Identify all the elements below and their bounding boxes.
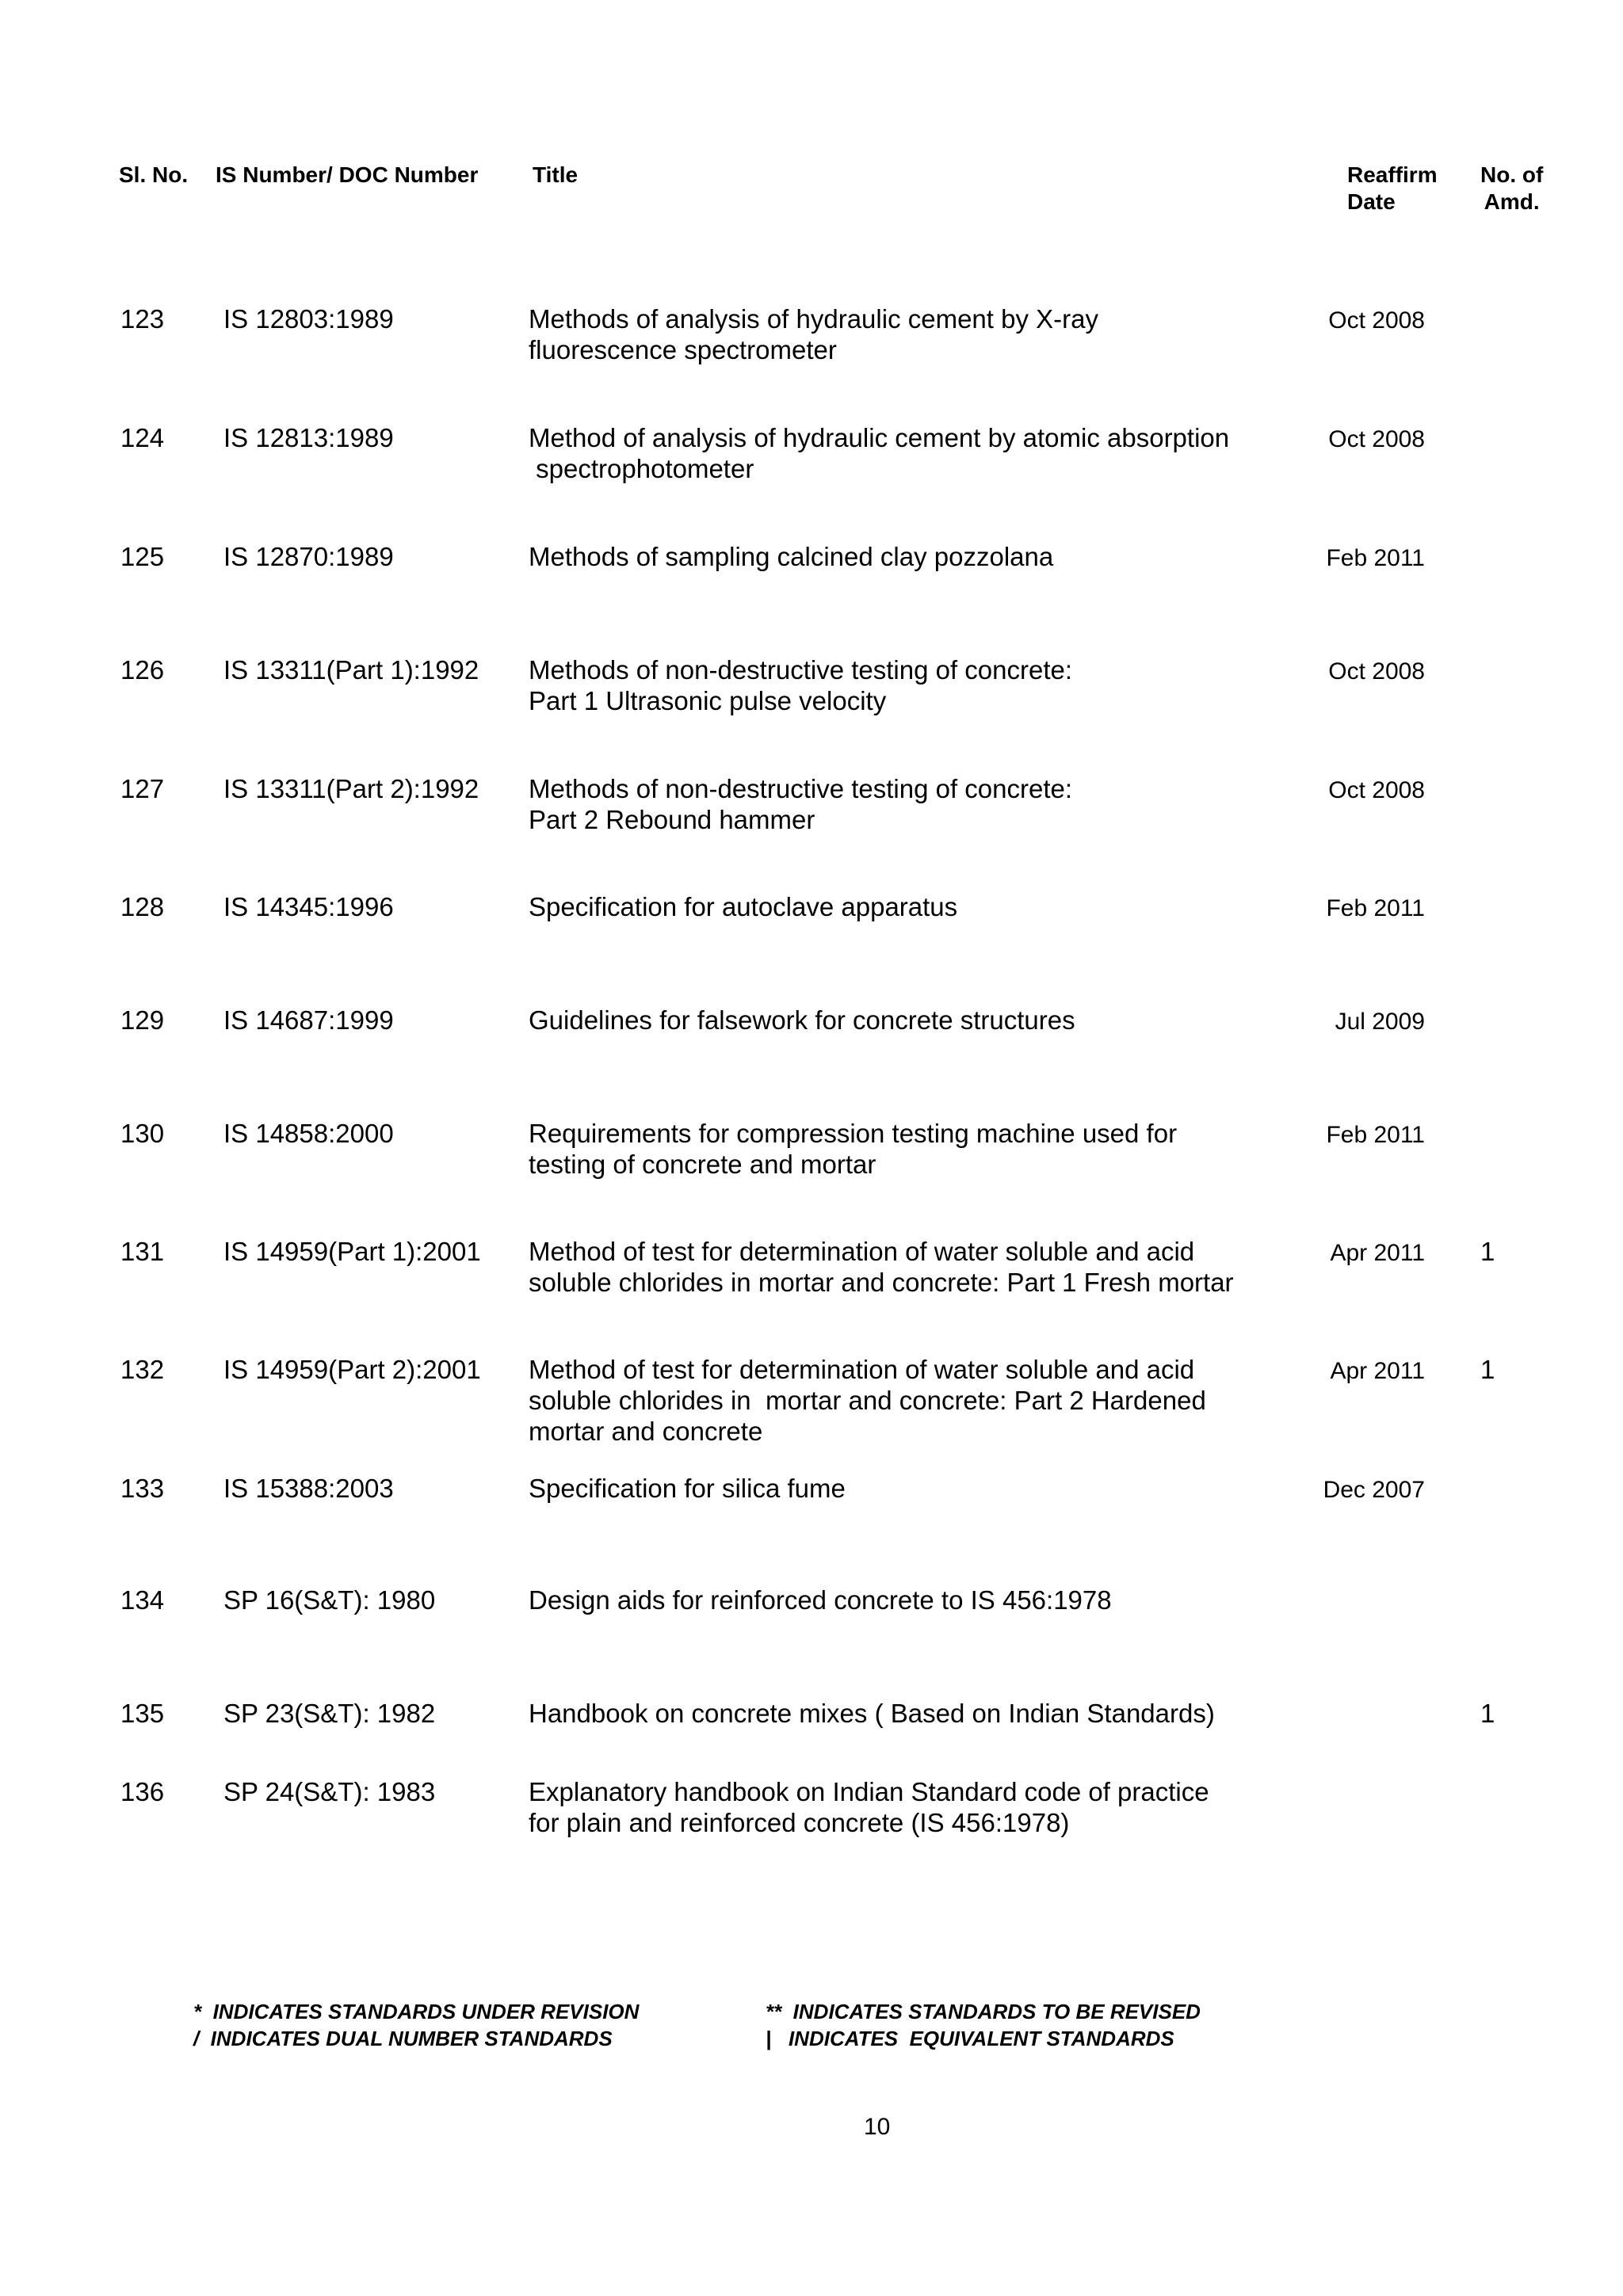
row-title-line: Part 1 Ultrasonic pulse velocity [529, 686, 887, 715]
row-title-line: Method of test for determination of water soluble and acid [529, 1237, 1195, 1266]
row-title-line: Methods of non-destructive testing of concrete: [529, 655, 1073, 685]
row-title [529, 1776, 1274, 1838]
row-reaffirm-date: Jul 2009 [1335, 1009, 1425, 1035]
row-title-line: Specification for autoclave apparatus [529, 892, 958, 921]
row-reaffirm-date: Apr 2011 [1330, 1358, 1425, 1384]
row-title [529, 1585, 1274, 1615]
row-is-number: SP 24(S&T): 1983 [223, 1777, 436, 1806]
header-reaffirm-date [1347, 162, 1438, 215]
row-title-line: Explanatory handbook on Indian Standard code of practice [529, 1777, 1209, 1806]
row-reaffirm-date: Oct 2008 [1328, 658, 1425, 685]
row-title-line: Requirements for compression testing machine used for [529, 1119, 1178, 1148]
row-is-number: IS 14858:2000 [223, 1119, 394, 1148]
row-is-number: IS 13311(Part 2):1992 [223, 774, 479, 803]
row-title-line: Handbook on concrete mixes ( Based on Indian Standards) [529, 1699, 1215, 1728]
header-title: Title [533, 162, 579, 187]
row-title-line: Design aids for reinforced concrete to IS 456:1978 [529, 1585, 1112, 1615]
row-title-line: Method of test for determination of water soluble and acid [529, 1355, 1195, 1384]
legend-to-be-revised: ** INDICATES STANDARDS TO BE REVISED [766, 2000, 1201, 2023]
row-sl-no: 126 [120, 655, 165, 685]
header-is-number: IS Number/ DOC Number [216, 162, 479, 187]
row-is-number: IS 14687:1999 [223, 1005, 394, 1035]
row-sl-no: 133 [120, 1474, 165, 1503]
row-title [529, 1473, 1274, 1504]
row-is-number: SP 16(S&T): 1980 [223, 1585, 436, 1615]
row-title-line: spectrophotometer [529, 454, 754, 483]
row-title-line: fluorescence spectrometer [529, 335, 837, 364]
row-sl-no: 129 [120, 1005, 165, 1035]
row-sl-no: 123 [120, 304, 165, 334]
row-sl-no: 124 [120, 423, 165, 452]
row-is-number: IS 13311(Part 1):1992 [223, 655, 479, 685]
row-sl-no: 135 [120, 1699, 165, 1728]
row-title [529, 422, 1274, 484]
row-reaffirm-date: Feb 2011 [1326, 545, 1425, 571]
row-title [529, 541, 1274, 572]
row-sl-no: 130 [120, 1119, 165, 1148]
header-amd-line2: Amd. [1484, 189, 1540, 214]
row-title [529, 1236, 1274, 1298]
header-sl-no: Sl. No. [119, 162, 189, 187]
row-title-line: Specification for silica fume [529, 1474, 846, 1503]
row-title-line: soluble chlorides in mortar and concrete: Part 2 Hardened [529, 1386, 1206, 1415]
row-title-line: Methods of analysis of hydraulic cement by X-ray [529, 304, 1098, 334]
row-sl-no: 128 [120, 892, 165, 921]
row-is-number: SP 23(S&T): 1982 [223, 1699, 436, 1728]
row-reaffirm-date: Oct 2008 [1328, 307, 1425, 334]
row-sl-no: 132 [120, 1355, 165, 1384]
row-reaffirm-date: Apr 2011 [1330, 1240, 1425, 1266]
row-title-line: mortar and concrete [529, 1417, 763, 1446]
row-no-of-amd: 1 [1480, 1237, 1495, 1266]
row-reaffirm-date: Oct 2008 [1328, 426, 1425, 452]
row-title [529, 1118, 1274, 1180]
legend-dual-number: / INDICATES DUAL NUMBER STANDARDS [193, 2027, 613, 2050]
row-title [529, 1698, 1274, 1729]
row-is-number: IS 14345:1996 [223, 892, 394, 921]
row-reaffirm-date: Feb 2011 [1326, 1122, 1425, 1148]
row-title-line: Methods of non-destructive testing of concrete: [529, 774, 1073, 803]
row-is-number: IS 15388:2003 [223, 1474, 394, 1503]
header-amd-line1: No. of [1480, 162, 1544, 187]
header-reaffirm-line1: Reaffirm [1347, 162, 1438, 187]
row-is-number: IS 12813:1989 [223, 423, 394, 452]
row-title [529, 654, 1274, 716]
header-reaffirm-line2: Date [1347, 189, 1396, 214]
legend-equivalent: | INDICATES EQUIVALENT STANDARDS [766, 2027, 1174, 2050]
row-no-of-amd: 1 [1480, 1355, 1495, 1384]
row-reaffirm-date: Dec 2007 [1323, 1477, 1425, 1503]
row-title [529, 303, 1274, 365]
row-title-line: Part 2 Rebound hammer [529, 805, 815, 834]
row-title-line: Methods of sampling calcined clay pozzolana [529, 542, 1054, 571]
row-title-line: for plain and reinforced concrete (IS 456:1978) [529, 1808, 1070, 1837]
row-title [529, 891, 1274, 922]
row-sl-no: 136 [120, 1777, 165, 1806]
row-title-line: testing of concrete and mortar [529, 1150, 876, 1179]
row-title [529, 1354, 1274, 1447]
row-sl-no: 131 [120, 1237, 165, 1266]
row-is-number: IS 12803:1989 [223, 304, 394, 334]
row-sl-no: 127 [120, 774, 165, 803]
row-title [529, 1005, 1274, 1035]
header-no-of-amd [1480, 162, 1543, 215]
row-sl-no: 134 [120, 1585, 165, 1615]
row-reaffirm-date: Feb 2011 [1326, 895, 1425, 921]
row-is-number: IS 12870:1989 [223, 542, 394, 571]
row-reaffirm-date: Oct 2008 [1328, 777, 1425, 803]
row-title-line: Guidelines for falsework for concrete structures [529, 1005, 1075, 1035]
legend-under-revision: * INDICATES STANDARDS UNDER REVISION [193, 2000, 640, 2023]
row-sl-no: 125 [120, 542, 165, 571]
row-no-of-amd: 1 [1480, 1699, 1495, 1728]
row-is-number: IS 14959(Part 1):2001 [223, 1237, 481, 1266]
row-title-line: Method of analysis of hydraulic cement by atomic absorption [529, 423, 1230, 452]
page-number: 10 [864, 2114, 891, 2140]
row-title [529, 773, 1274, 835]
row-is-number: IS 14959(Part 2):2001 [223, 1355, 481, 1384]
row-title-line: soluble chlorides in mortar and concrete: Part 1 Fresh mortar [529, 1268, 1234, 1297]
